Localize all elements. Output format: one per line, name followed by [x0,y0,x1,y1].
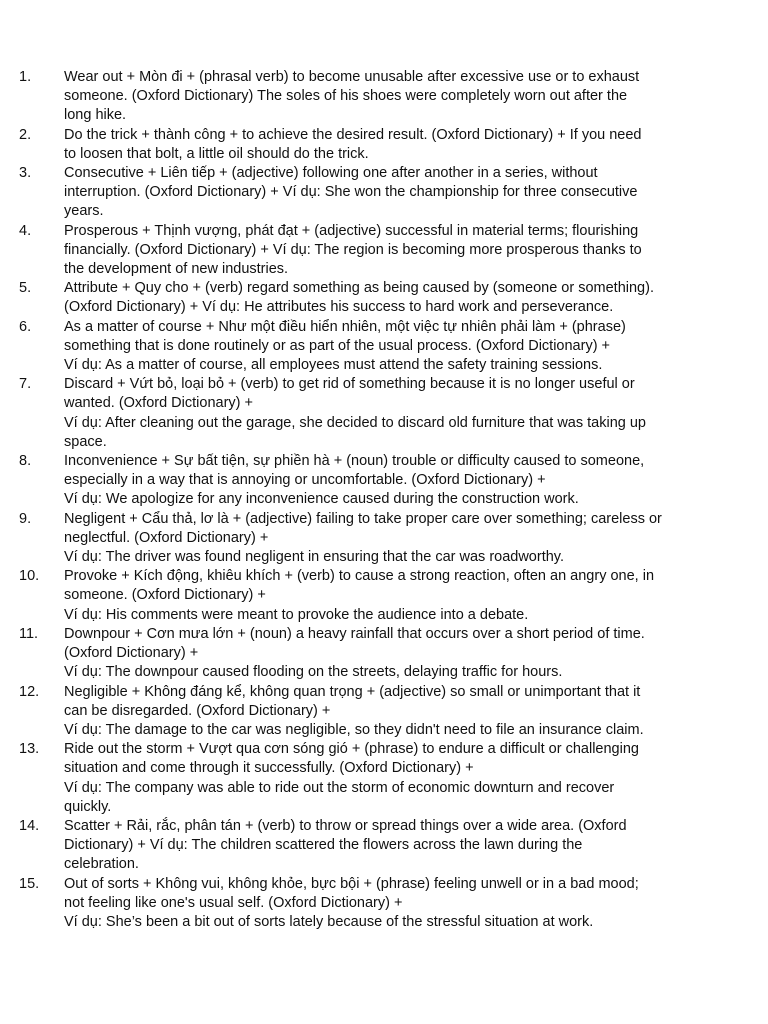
entry-number: 7. [19,376,32,393]
vocabulary-entry [0,567,768,625]
vocabulary-entry [0,683,768,741]
vocabulary-entry [0,510,768,568]
vocabulary-entry [0,126,768,164]
entry-text-line: Ví dụ: The downpour caused flooding on the streets, delaying traffic for hours. [64,664,563,681]
entry-text-line: especially in a way that is annoying or uncomfortable. (Oxford Dictionary) + [64,472,546,489]
entry-text-line: Provoke + Kích động, khiêu khích + (verb) to cause a strong reaction, often an angry one, in [64,568,655,585]
entry-text-line: celebration. [64,856,139,873]
entry-text-line: Ví dụ: We apologize for any inconvenience caused during the construction work. [64,491,579,508]
vocabulary-entry [0,375,768,452]
entry-number: 4. [19,222,32,239]
vocabulary-entry [0,452,768,510]
vocabulary-entry [0,625,768,683]
entry-text-line: Inconvenience + Sự bất tiện, sự phiền hà + (noun) trouble or difficulty caused to someone, [64,453,645,470]
entry-text-line: neglectful. (Oxford Dictionary) + [64,529,269,546]
vocabulary-entry [0,318,768,376]
entry-number: 2. [19,126,32,143]
entry-text-line: Dictionary) + Ví dụ: The children scattered the flowers across the lawn during the [64,837,583,854]
entry-text-line: (Oxford Dictionary) + [64,645,199,662]
entry-text-line: Scatter + Rải, rắc, phân tán + (verb) to throw or spread things over a wide area. (Oxford [64,817,627,834]
entry-text-line: can be disregarded. (Oxford Dictionary) + [64,702,331,719]
entry-text-line: not feeling like one's usual self. (Oxford Dictionary) + [64,894,403,911]
entry-text-line: Ví dụ: She’s been a bit out of sorts lately because of the stressful situation at work. [64,913,594,930]
entry-text-line: interruption. (Oxford Dictionary) + Ví dụ: She won the championship for three consecutive [64,184,638,201]
entry-number: 10. [19,568,40,585]
vocabulary-entry [0,164,768,222]
entry-text-line: Ví dụ: His comments were meant to provoke the audience into a debate. [64,606,529,623]
entry-text-line: Negligible + Không đáng kể, không quan trọng + (adjective) so small or unimportant that it [64,683,641,700]
entry-text-line: someone. (Oxford Dictionary) The soles of his shoes were completely worn out after the [64,88,628,105]
entry-number: 1. [19,69,32,85]
entry-text-line: Out of sorts + Không vui, không khỏe, bực bội + (phrase) feeling unwell or in a bad mood; [64,875,639,892]
entry-text-line: financially. (Oxford Dictionary) + Ví dụ: The region is becoming more prosperous thanks to [64,241,642,258]
vocabulary-entry [0,740,768,817]
entry-text-line: Ví dụ: The driver was found negligent in ensuring that the car was roadworthy. [64,549,564,566]
entry-text-line: Negligent + Cẩu thả, lơ là + (adjective) failing to take proper care over something; careless or [64,510,662,527]
entry-text-line: Attribute + Quy cho + (verb) regard something as being caused by (someone or something). [64,280,654,297]
entry-number: 11. [19,625,39,642]
entry-number: 8. [19,453,32,470]
entry-text-line: long hike. [64,107,127,124]
vocabulary-entry [0,68,768,126]
vocabulary-entry [0,222,768,280]
vocabulary-entry [0,817,768,875]
entry-text-line: Consecutive + Liên tiếp + (adjective) following one after another in a series, without [64,165,598,182]
entry-number: 15. [19,875,40,892]
vocabulary-entry [0,279,768,317]
entry-text-line: Prosperous + Thịnh vượng, phát đạt + (adjective) successful in material terms; flourishing [64,222,639,239]
entry-text-line: Wear out + Mòn đi + (phrasal verb) to become unusable after excessive use or to exhaust [64,69,640,85]
entry-number: 9. [19,510,32,527]
entry-text-line: Downpour + Cơn mưa lớn + (noun) a heavy rainfall that occurs over a short period of time. [64,625,645,642]
entry-number: 13. [19,741,40,758]
entry-text-line: situation and come through it successfully. (Oxford Dictionary) + [64,760,474,777]
vocabulary-list [0,68,768,932]
entry-text-line: something that is done routinely or as part of the usual process. (Oxford Dictionary) + [64,337,611,354]
entry-number: 6. [19,318,32,335]
entry-text-line: (Oxford Dictionary) + Ví dụ: He attributes his success to hard work and perseverance. [64,299,614,316]
vocabulary-entry [0,875,768,933]
entry-text-line: the development of new industries. [64,261,289,278]
entry-number: 14. [19,817,40,834]
entry-text-line: Ví dụ: The company was able to ride out the storm of economic downturn and recover [64,779,615,796]
entry-text-line: Ride out the storm + Vượt qua cơn sóng gió + (phrase) to endure a difficult or challenging [64,741,639,758]
entry-text-line: Do the trick + thành công + to achieve the desired result. (Oxford Dictionary) + If you need [64,126,642,143]
entry-text-line: someone. (Oxford Dictionary) + [64,587,266,604]
entry-text-line: Ví dụ: As a matter of course, all employees must attend the safety training sessions. [64,357,603,374]
entry-number: 5. [19,280,32,297]
entry-text-line: Ví dụ: After cleaning out the garage, she decided to discard old furniture that was taking up [64,414,646,431]
entry-text-line: As a matter of course + Như một điều hiển nhiên, một việc tự nhiên phải làm + (phrase) [64,318,626,335]
entry-text-line: quickly. [64,798,112,815]
entry-number: 3. [19,165,32,182]
entry-text-line: space. [64,433,107,450]
entry-text-line: Discard + Vứt bỏ, loại bỏ + (verb) to get rid of something because it is no longer useful or [64,376,635,393]
entry-text-line: years. [64,203,104,220]
entry-text-line: to loosen that bolt, a little oil should do the trick. [64,145,369,162]
entry-number: 12. [19,683,40,700]
entry-text-line: Ví dụ: The damage to the car was negligible, so they didn't need to file an insurance claim. [64,721,644,738]
entry-text-line: wanted. (Oxford Dictionary) + [64,395,253,412]
